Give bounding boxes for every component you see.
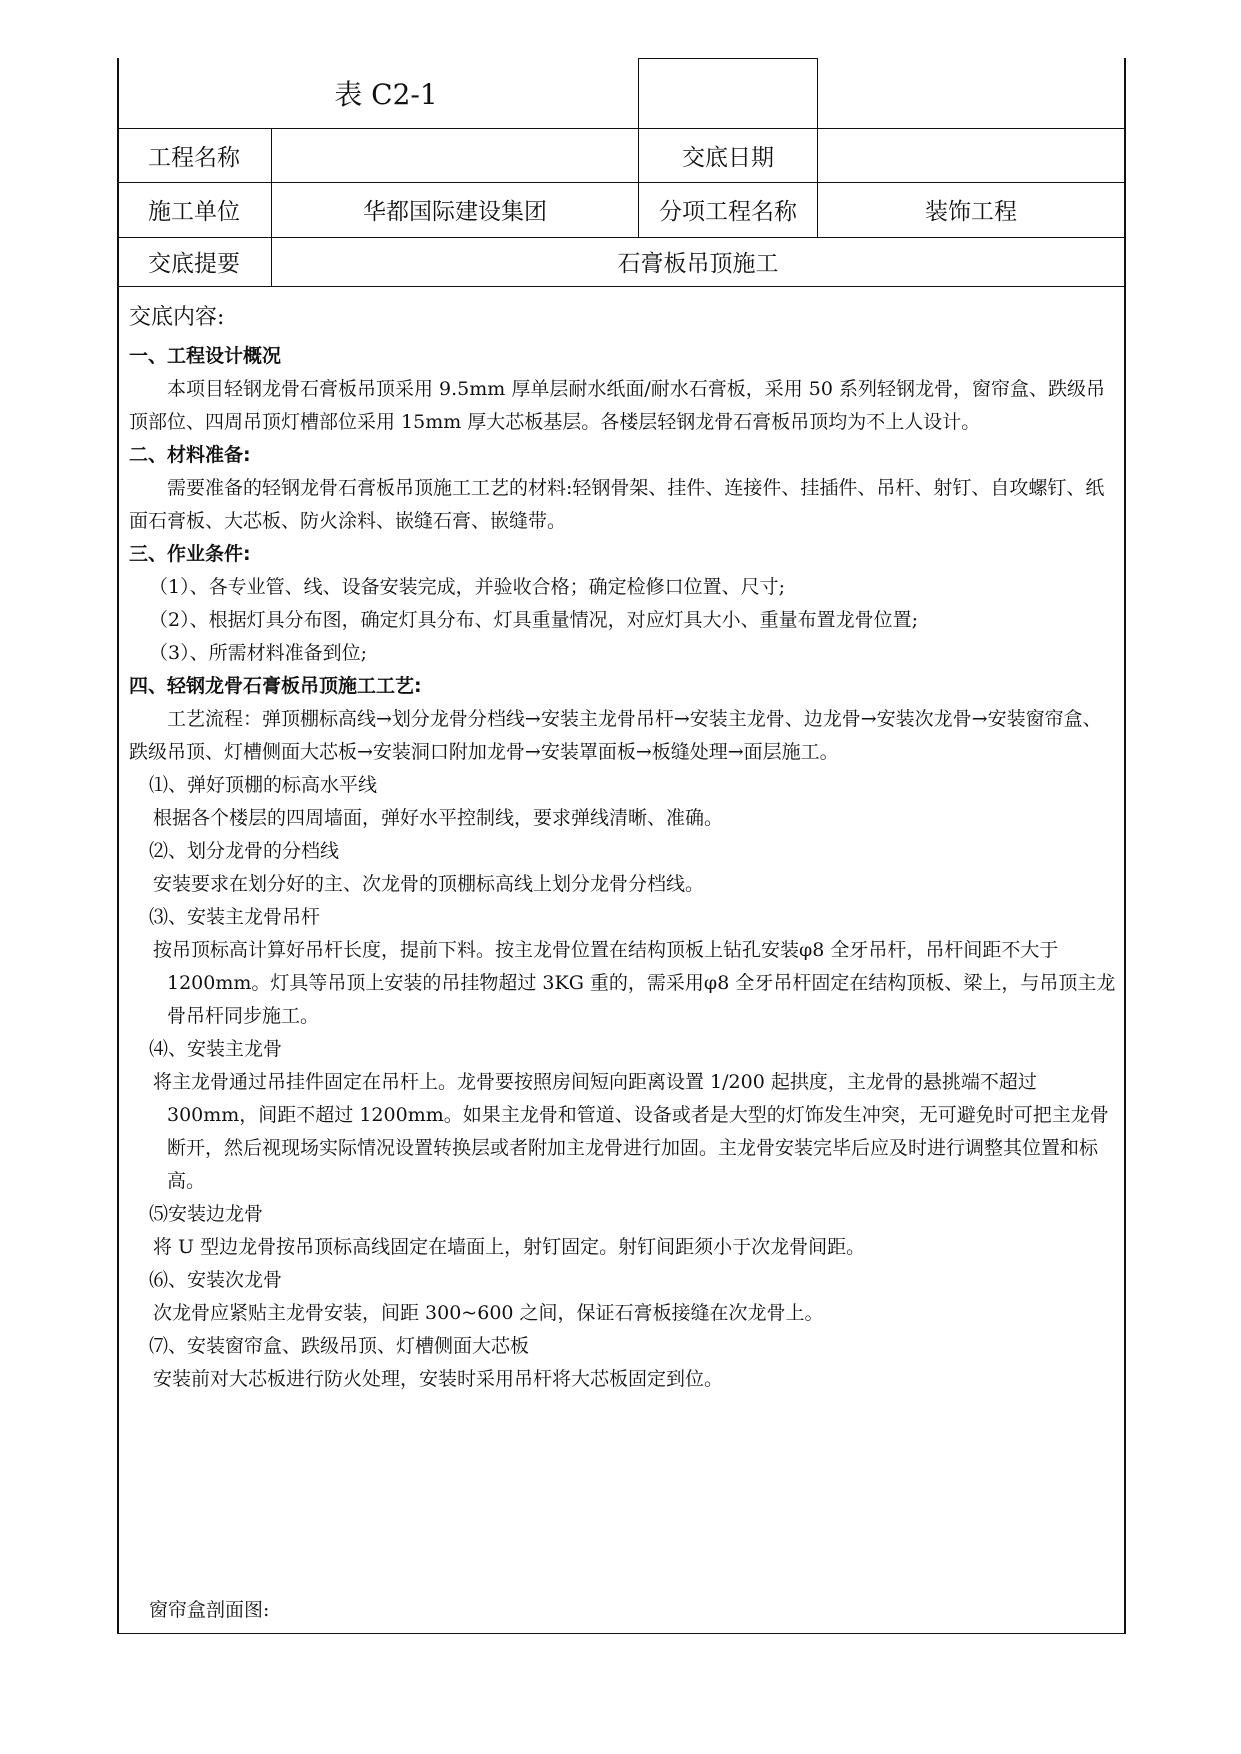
section-title: 四、轻钢龙骨石膏板吊顶施工工艺:	[129, 675, 422, 697]
step-text: 根据各个楼层的四周墙面，弹好水平控制线，要求弹线清晰、准确。	[153, 807, 724, 829]
step-title: ⑺、安装窗帘盒、跌级吊顶、灯槽侧面大芯板	[149, 1335, 530, 1357]
form-number: 表 C2-1	[334, 78, 438, 111]
project-name-label: 工程名称	[148, 144, 240, 171]
subitem-value: 装饰工程	[925, 199, 1017, 225]
step-title: ⑴、弹好顶棚的标高水平线	[149, 774, 378, 796]
paragraph: 需要准备的轻钢龙骨石膏板吊顶施工工艺的材料:轻钢骨架、挂件、连接件、挂插件、吊杆、射钉、自攻螺钉、纸面石膏板、大芯板、防火涂料、嵌缝石膏、嵌缝带。	[129, 477, 1105, 532]
process-flow: 工艺流程：弹顶棚标高线→划分龙骨分档线→安装主龙骨吊杆→安装主龙骨、边龙骨→安装次龙骨→安装窗帘盒、跌级吊顶、灯槽侧面大芯板→安装洞口附加龙骨→安装罩面板→板缝处理→面层施工。	[129, 708, 1102, 763]
summary-value: 石膏板吊顶施工	[617, 251, 779, 277]
project-name-value	[272, 128, 638, 182]
disclosure-content	[129, 298, 1119, 1396]
border-bottom	[117, 1633, 1126, 1634]
step-title: ⑸安装边龙骨	[149, 1203, 264, 1225]
section-drawing-caption: 窗帘盒剖面图:	[149, 1599, 270, 1621]
step-text: 将主龙骨通过吊挂件固定在吊杆上。龙骨要按照房间短向距离设置 1/200 起拱度，主龙骨的悬挑端不超过 300mm，间距不超过 1200mm。如果主龙骨和管道、设备或者是大型的灯饰发生冲突，无可避免时可把主龙骨断开，然后视现场实际情况设置转换层或者附加主龙骨进行加固。主龙骨安装完毕后应及时进行调整其位置和标高。	[153, 1071, 1109, 1192]
list-item: （3）、所需材料准备到位;	[149, 642, 367, 664]
step-text: 次龙骨应紧贴主龙骨安装，间距 300~600 之间，保证石膏板接缝在次龙骨上。	[153, 1302, 824, 1324]
step-title: ⑶、安装主龙骨吊杆	[149, 906, 321, 928]
summary-label: 交底提要	[148, 251, 240, 277]
row-divider	[117, 286, 1126, 287]
contractor-value: 华都国际建设集团	[363, 199, 547, 225]
date-label: 交底日期	[682, 144, 774, 171]
disclosure-form	[117, 58, 1126, 1634]
section-title: 一、工程设计概况	[129, 345, 282, 367]
row-divider	[638, 58, 818, 59]
content-intro: 交底内容:	[129, 305, 225, 330]
step-text: 安装要求在划分好的主、次龙骨的顶棚标高线上划分龙骨分档线。	[153, 873, 705, 895]
section-title: 二、材料准备:	[129, 444, 251, 466]
step-text: 安装前对大芯板进行防火处理，安装时采用吊杆将大芯板固定到位。	[153, 1368, 724, 1390]
date-value	[818, 128, 1124, 182]
subitem-label: 分项工程名称	[659, 199, 797, 225]
border-right	[1124, 58, 1126, 1634]
step-title: ⑷、安装主龙骨	[149, 1038, 283, 1060]
step-title: ⑵、划分龙骨的分档线	[149, 840, 340, 862]
list-item: （2）、根据灯具分布图，确定灯具分布、灯具重量情况，对应灯具大小、重量布置龙骨位置;	[149, 609, 918, 631]
step-text: 按吊顶标高计算好吊杆长度，提前下料。按主龙骨位置在结构顶板上钻孔安装φ8 全牙吊杆，吊杆间距不大于 1200mm。灯具等吊顶上安装的吊挂物超过 3KG 重的，需采用φ8 全牙吊杆固定在结构顶板、梁上，与吊顶主龙骨吊杆同步施工。	[153, 939, 1116, 1027]
list-item: （1）、各专业管、线、设备安装完成，并验收合格；确定检修口位置、尺寸;	[149, 576, 785, 598]
section-title: 三、作业条件:	[129, 543, 251, 565]
contractor-label: 施工单位	[148, 199, 240, 225]
step-text: 将 U 型边龙骨按吊顶标高线固定在墙面上，射钉固定。射钉间距须小于次龙骨间距。	[153, 1236, 866, 1258]
step-title: ⑹、安装次龙骨	[149, 1269, 283, 1291]
border-left	[117, 58, 119, 1634]
paragraph: 本项目轻钢龙骨石膏板吊顶采用 9.5mm 厚单层耐水纸面/耐水石膏板，采用 50 系列轻钢龙骨，窗帘盒、跌级吊顶部位、四周吊顶灯槽部位采用 15mm 厚大芯板基层。各楼层轻钢龙骨石膏板吊顶均为不上人设计。	[129, 378, 1105, 433]
